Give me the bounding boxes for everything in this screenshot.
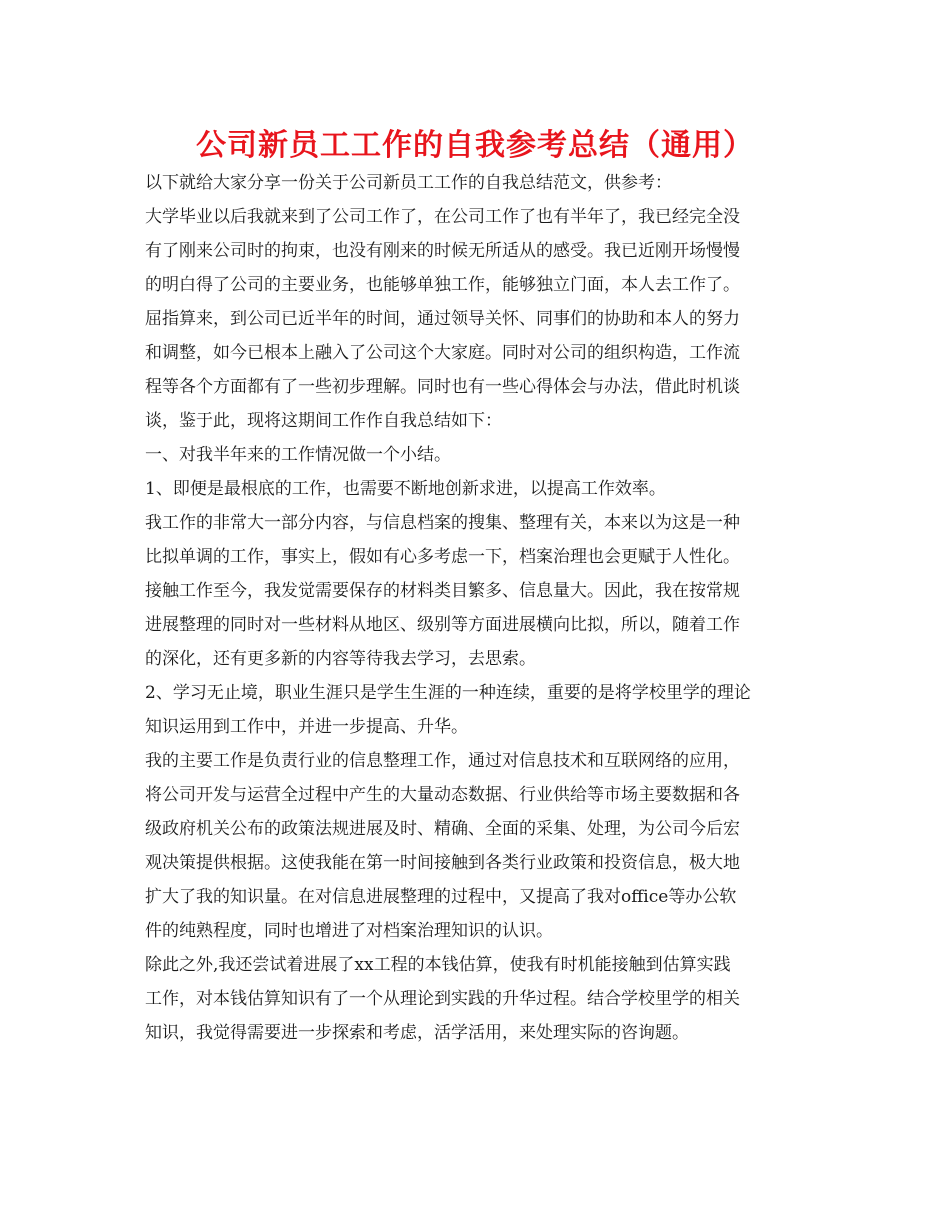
text-line: 程等各个方面都有了一些初步理解。同时也有一些心得体会与办法，借此时机谈 <box>145 377 740 397</box>
subsection-heading: 1、即便是最根底的工作，也需要不断地创新求进，以提高工作效率。 <box>145 479 666 499</box>
text-line: 以下就给大家分享一份关于公司新员工工作的自我总结范文，供参考： <box>145 173 672 193</box>
section-heading: 一、对我半年来的工作情况做一个小结。 <box>145 445 451 465</box>
text-line: 知识运用到工作中，并进一步提高、升华。 <box>145 717 468 737</box>
text-line: 的明白得了公司的主要业务，也能够单独工作，能够独立门面，本人去工作了。 <box>145 275 740 295</box>
text-line: 件的纯熟程度，同时也增进了对档案治理知识的认识。 <box>145 921 553 941</box>
text-line: 工作，对本钱估算知识有了一个从理论到实践的升华过程。结合学校里学的相关 <box>145 989 740 1009</box>
text-line: 级政府机关公布的政策法规进展及时、精确、全面的采集、处理，为公司今后宏 <box>145 819 740 839</box>
text-line: 大学毕业以后我就来到了公司工作了，在公司工作了也有半年了，我已经完全没 <box>145 207 740 227</box>
text-line: 接触工作至今，我发觉需要保存的材料类目繁多、信息量大。因此，我在按常规 <box>145 581 740 601</box>
document-body <box>145 166 810 1050</box>
text-line: 我的主要工作是负责行业的信息整理工作，通过对信息技术和互联网络的应用， <box>145 751 740 771</box>
document-title: 公司新员工工作的自我参考总结（通用） <box>196 128 754 163</box>
text-line: 我工作的非常大一部分内容，与信息档案的搜集、整理有关，本来以为这是一种 <box>145 513 740 533</box>
text-line: 和调整，如今已根本上融入了公司这个大家庭。同时对公司的组织构造，工作流 <box>145 343 740 363</box>
text-line: 比拟单调的工作，事实上，假如有心多考虑一下，档案治理也会更赋于人性化。 <box>145 547 740 567</box>
text-line: 有了刚来公司时的拘束，也没有刚来的时候无所适从的感受。我已近刚开场慢慢 <box>145 241 740 261</box>
text-line: 将公司开发与运营全过程中产生的大量动态数据、行业供给等市场主要数据和各 <box>145 785 740 805</box>
subsection-heading: 2、学习无止境，职业生涯只是学生生涯的一种连续，重要的是将学校里学的理论 <box>145 683 751 703</box>
text-line: 谈，鉴于此，现将这期间工作作自我总结如下： <box>145 411 502 431</box>
text-line: 进展整理的同时对一些材料从地区、级别等方面进展横向比拟，所以，随着工作 <box>145 615 740 635</box>
text-line: 屈指算来，到公司已近半年的时间，通过领导关怀、同事们的协助和本人的努力 <box>145 309 740 329</box>
text-line: 扩大了我的知识量。在对信息进展整理的过程中，又提高了我对office等办公软 <box>145 887 737 907</box>
text-line: 的深化，还有更多新的内容等待我去学习，去思索。 <box>145 649 536 669</box>
text-line: 除此之外,我还尝试着进展了xx工程的本钱估算，使我有时机能接触到估算实践 <box>145 955 731 975</box>
text-line: 知识，我觉得需要进一步探索和考虑，活学活用，来处理实际的咨询题。 <box>145 1023 689 1043</box>
text-line: 观决策提供根据。这使我能在第一时间接触到各类行业政策和投资信息，极大地 <box>145 853 740 873</box>
